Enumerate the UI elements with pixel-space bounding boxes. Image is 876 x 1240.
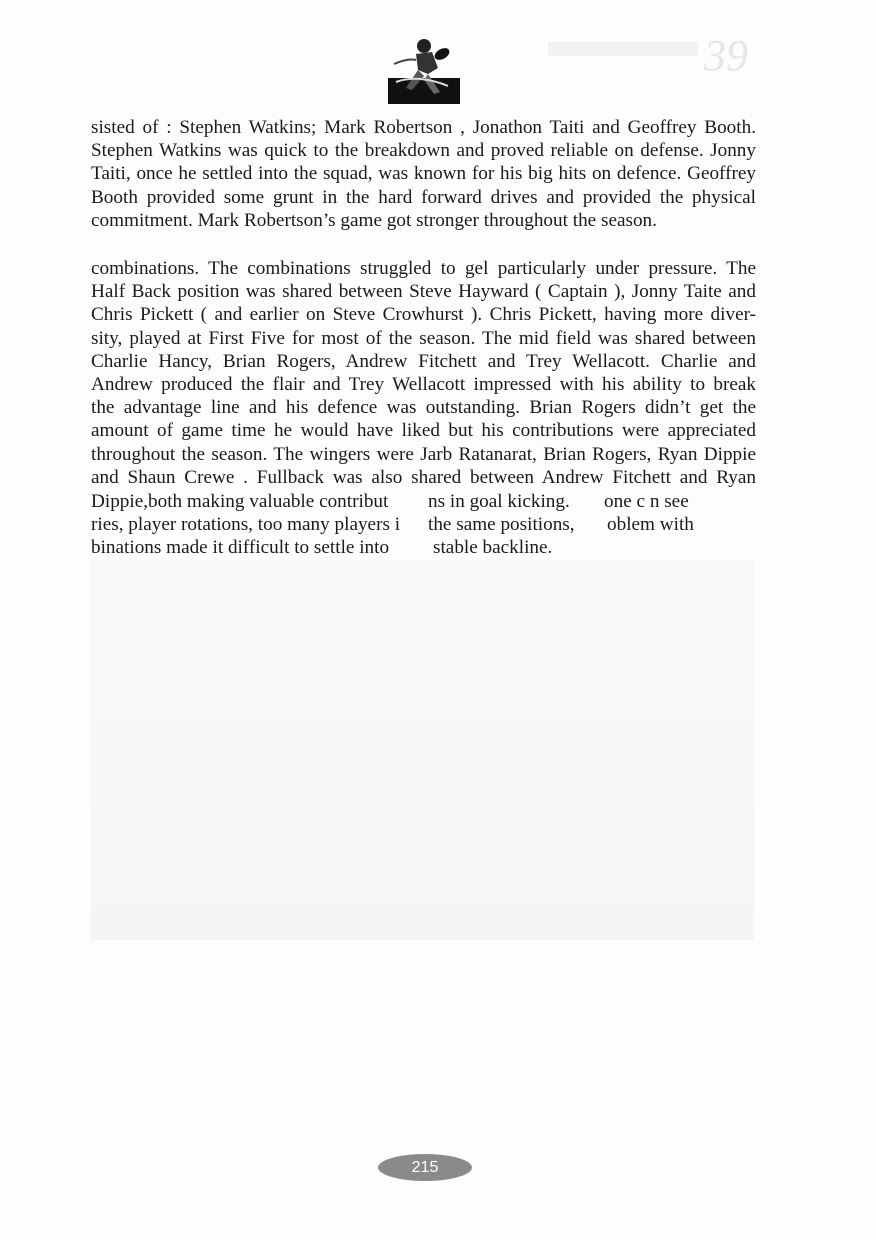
rugby-player-icon bbox=[388, 34, 460, 104]
text-fragment: stable backline. bbox=[433, 537, 553, 559]
text-line: Charlie Hancy, Brian Rogers, Andrew Fitchett and Trey Wellacott. Charlie and bbox=[91, 350, 756, 372]
partially-obscured-lines bbox=[91, 490, 756, 560]
rugby-player-graphic bbox=[388, 34, 460, 104]
text-fragment: ries, player rotations, too many players i bbox=[91, 514, 401, 536]
text-fragment: binations made it difficult to settle into bbox=[91, 537, 390, 559]
text-fragment: Dippie,both making valuable contribut bbox=[91, 491, 389, 512]
text-line: Booth provided some grunt in the hard forward drives and provided the physical bbox=[91, 186, 756, 208]
paragraph-forwards bbox=[91, 116, 756, 232]
text-fragment: oblem with bbox=[607, 514, 694, 536]
svg-text:39: 39 bbox=[704, 31, 748, 80]
text-line: Half Back position was shared between Steve Hayward ( Captain ), Jonny Taite and bbox=[91, 281, 756, 303]
text-line: Taiti, once he settled into the squad, was known for his big hits on defence. Geoffrey bbox=[91, 163, 756, 185]
faded-year-mark-graphic bbox=[548, 24, 758, 84]
fragment-row bbox=[91, 536, 756, 559]
text-fragment: one c n see bbox=[604, 491, 689, 512]
text-line: amount of game time he would have liked but his contributions were appreciated bbox=[91, 420, 756, 442]
text-line: Chris Pickett ( and earlier on Steve Crowhurst ). Chris Pickett, having more diver- bbox=[91, 304, 756, 326]
text-line: commitment. Mark Robertson’s game got stronger throughout the season. bbox=[91, 209, 657, 231]
text-line: Andrew produced the flair and Trey Wellacott impressed with his ability to break bbox=[91, 374, 756, 396]
text-line: combinations. The combinations struggled to gel particularly under pressure. The bbox=[91, 258, 756, 279]
faint-image-area bbox=[90, 560, 754, 940]
text-line: and Shaun Crewe . Fullback was also shared between Andrew Fitchett and Ryan bbox=[91, 466, 756, 488]
page-number-badge: 215 bbox=[378, 1154, 472, 1181]
faded-year-mark-icon bbox=[548, 24, 758, 84]
text-line: Stephen Watkins was quick to the breakdown and proved reliable on defense. Jonny bbox=[91, 140, 756, 162]
fragment-row bbox=[91, 513, 756, 536]
fragment-row bbox=[91, 490, 756, 513]
text-fragment: ns in goal kicking. bbox=[428, 491, 570, 512]
text-line: the advantage line and his defence was outstanding. Brian Rogers didn’t get the bbox=[91, 397, 756, 419]
text-line: sisted of : Stephen Watkins; Mark Robertson , Jonathon Taiti and Geoffrey Booth. bbox=[91, 117, 756, 138]
text-line: throughout the season. The wingers were Jarb Ratanarat, Brian Rogers, Ryan Dippie bbox=[91, 443, 756, 465]
paragraph-backline bbox=[91, 257, 756, 489]
text-fragment: the same positions, bbox=[428, 514, 575, 536]
text-line: sity, played at First Five for most of the season. The mid field was shared between bbox=[91, 327, 756, 349]
